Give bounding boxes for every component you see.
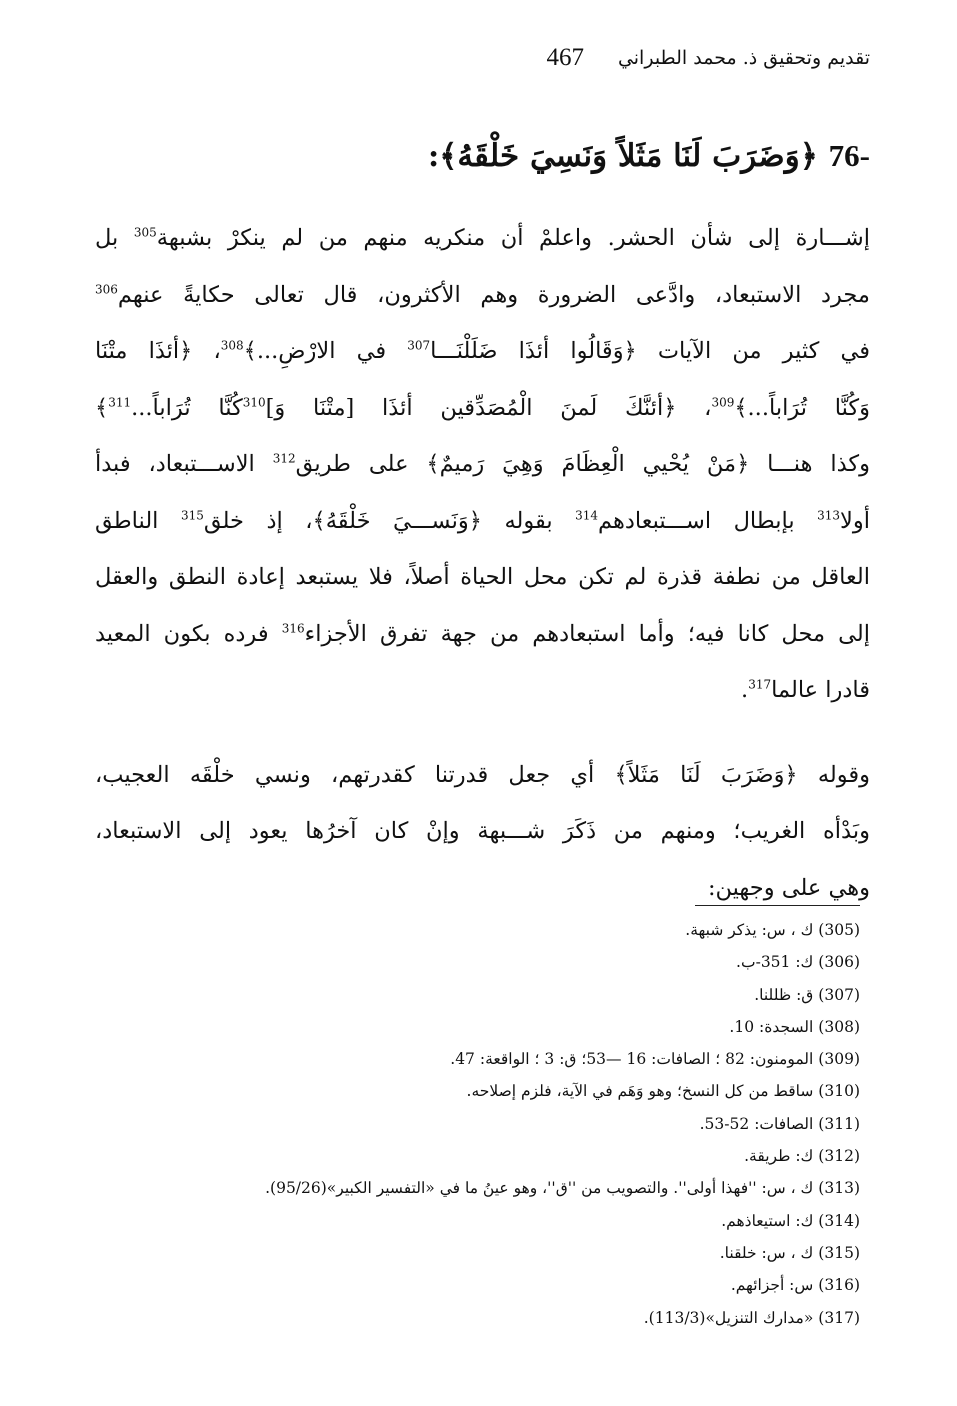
footnote-ref: 309 xyxy=(711,395,735,409)
footnote-number: (313) xyxy=(818,1179,860,1198)
footnote-ref: 315 xyxy=(180,508,204,522)
text-run: وهي على وجهين: xyxy=(707,874,870,901)
footnote-text: ساقط من كل النسخ؛ وهو وَهَم في الآية، فلزم إصلاحه. xyxy=(466,1082,814,1101)
footnote-number: (316) xyxy=(818,1276,860,1295)
text-line xyxy=(95,210,870,267)
text-run: إلى محل كانا فيه؛ وأما استبعادهم من جهة تفرق الأجزاء xyxy=(304,620,870,647)
page-header xyxy=(95,38,870,78)
text-run: بقوله ﴿وَنَســـيَ خَلْقَهُ﴾، إذ خلق xyxy=(203,507,576,534)
text-run: وكذا هنـــا ﴿مَنْ يُحْيي الْعِظَامَ وَهِيَ رَميمٌ﴾ على طريق xyxy=(295,451,870,477)
section-number: 76- xyxy=(828,138,870,173)
footnote-number: (315) xyxy=(818,1243,860,1262)
footnote xyxy=(95,1269,860,1301)
text-line xyxy=(95,323,870,380)
footnote-ref: 313 xyxy=(817,508,841,522)
footnote-ref: 310 xyxy=(242,395,266,409)
footnote-number: (317) xyxy=(818,1308,860,1327)
footnote-text: س: أجزائهم. xyxy=(730,1276,814,1295)
footnote xyxy=(95,1011,860,1043)
footnote-number: (307) xyxy=(818,985,860,1004)
footnote-ref: 317 xyxy=(748,677,772,692)
text-run: ، ﴿أئذَا متْنَا xyxy=(95,338,221,364)
footnote xyxy=(95,1205,860,1237)
footnote-text: ق: ظللنا. xyxy=(754,985,814,1004)
footnote-text: المومنون: 82 ؛ الصافات: 16 —53؛ ق: 3 ؛ الواقعة: 47. xyxy=(450,1050,814,1069)
footnote-number: (308) xyxy=(818,1017,860,1036)
text-line xyxy=(95,662,870,719)
footnote-text: السجدة: 10. xyxy=(729,1017,814,1036)
text-run: وقوله ﴿وَضَرَبَ لَنَا مَثَلاً﴾ أي جعل قدرتنا كقدرتهم، ونسي خلْقَه العجيب، xyxy=(95,761,870,788)
text-line xyxy=(95,803,870,860)
footnote xyxy=(95,1140,860,1172)
text-run: أولا xyxy=(840,507,870,534)
body-text xyxy=(95,210,870,916)
footnote xyxy=(95,1172,860,1204)
footnote xyxy=(95,1302,860,1334)
section-heading-text: ﴿وَضَرَبَ لَنَا مَثَلاً وَنَسِيَ خَلْقَهُ﴾: xyxy=(427,138,818,174)
text-run: قادرا عالما xyxy=(771,677,870,703)
text-line xyxy=(95,380,870,437)
footnote-text: ك ، س: يذكر شبهة. xyxy=(685,921,814,939)
text-run: العاقل من نطفة قذرة لم تكن محل الحياة أصلاً، فلا يستبعد إعادة النطق والعقل xyxy=(95,564,870,590)
footnote-number: (309) xyxy=(818,1050,860,1069)
paragraph xyxy=(95,747,870,917)
text-run: مجرد الاستبعاد، وادَّعى الضرورة وهم الأكثرون، قال تعالى حكايةً عنهم xyxy=(117,281,870,308)
footnote-text: ك ، س: ''فهذا أولى''. والتصويب من ''ق''، وهو عينُ ما في «التفسير الكبير»(95/26). xyxy=(265,1179,814,1198)
footnote-ref: 314 xyxy=(575,508,599,522)
footnote-ref: 311 xyxy=(108,395,132,409)
text-run: فرده بكون المعيد xyxy=(95,620,282,647)
text-run: بإبطال اســـتبعادهم xyxy=(598,507,818,534)
footnote-text: ك: 351-ب. xyxy=(736,953,814,972)
footnote-ref: 305 xyxy=(133,225,157,240)
footnote-text: ك ، س: خلقنا. xyxy=(719,1243,814,1262)
footnote xyxy=(95,946,860,978)
text-line xyxy=(95,493,870,550)
footnote-text: «مدارك التنزيل»(113/3). xyxy=(643,1308,814,1327)
text-run: إشـــارة إلى شأن الحشر. واعلمْ أن منكريه منهم من لم ينكرْ بشبهة xyxy=(156,225,870,251)
footnote-number: (305) xyxy=(818,921,860,939)
footnotes xyxy=(95,914,860,1334)
footnote-ref: 312 xyxy=(272,451,296,466)
text-line xyxy=(95,267,870,324)
text-run: في الارْضِ...﴾ xyxy=(243,338,408,364)
text-line xyxy=(95,436,870,493)
footnote xyxy=(95,1043,860,1075)
text-run: وَكُنَّا تُرَاباً...﴾ xyxy=(734,394,870,421)
footnote-text: الصافات: 52-53. xyxy=(699,1114,814,1133)
running-title: تقديم وتحقيق ذ. محمد الطبراني xyxy=(617,47,870,69)
text-run: ﴾ xyxy=(95,394,109,421)
text-line xyxy=(95,860,870,917)
footnote-separator xyxy=(695,905,860,906)
footnote-number: (310) xyxy=(818,1082,860,1101)
footnote-ref: 316 xyxy=(281,621,305,635)
text-line xyxy=(95,747,870,804)
footnote xyxy=(95,914,860,946)
footnote-number: (312) xyxy=(818,1147,860,1166)
footnote xyxy=(95,1108,860,1140)
footnote-ref: 306 xyxy=(95,282,118,296)
text-line xyxy=(95,606,870,663)
footnote-number: (306) xyxy=(818,953,860,972)
page-number: 467 xyxy=(546,44,584,71)
text-run: ، ﴿أئنَّكَ لَمنَ الْمُصَدِّقين أئذَا [متْنَا وَ] xyxy=(265,394,712,421)
text-run: الناطق xyxy=(95,507,181,534)
footnote-text: ك: طريقة. xyxy=(744,1147,814,1166)
text-run: . xyxy=(741,677,749,703)
paragraph xyxy=(95,210,870,719)
text-run: كُنَّا تُرَاباً... xyxy=(131,394,243,421)
section-heading xyxy=(95,128,870,184)
text-run: في كثير من الآيات ﴿وَقَالُوا أئذَا ضَلَلْنَـــا xyxy=(430,338,870,364)
footnote xyxy=(95,1075,860,1107)
footnote xyxy=(95,979,860,1011)
text-run: بل xyxy=(95,225,134,251)
footnote-ref: 308 xyxy=(220,338,244,353)
text-run: الاســـتبعاد، فبدأ xyxy=(95,451,273,477)
text-line xyxy=(95,549,870,606)
text-run: وبَدْأه الغريب؛ ومنهم من ذَكَرَ شـــبهة وإنْ كان آخرُها يعود إلى الاستبعاد، xyxy=(95,818,870,844)
footnote-ref: 307 xyxy=(407,338,431,353)
footnote-number: (314) xyxy=(818,1211,860,1230)
footnote-text: ك: استيعاذهم. xyxy=(721,1211,814,1230)
footnote xyxy=(95,1237,860,1269)
footnote-number: (311) xyxy=(818,1114,860,1133)
